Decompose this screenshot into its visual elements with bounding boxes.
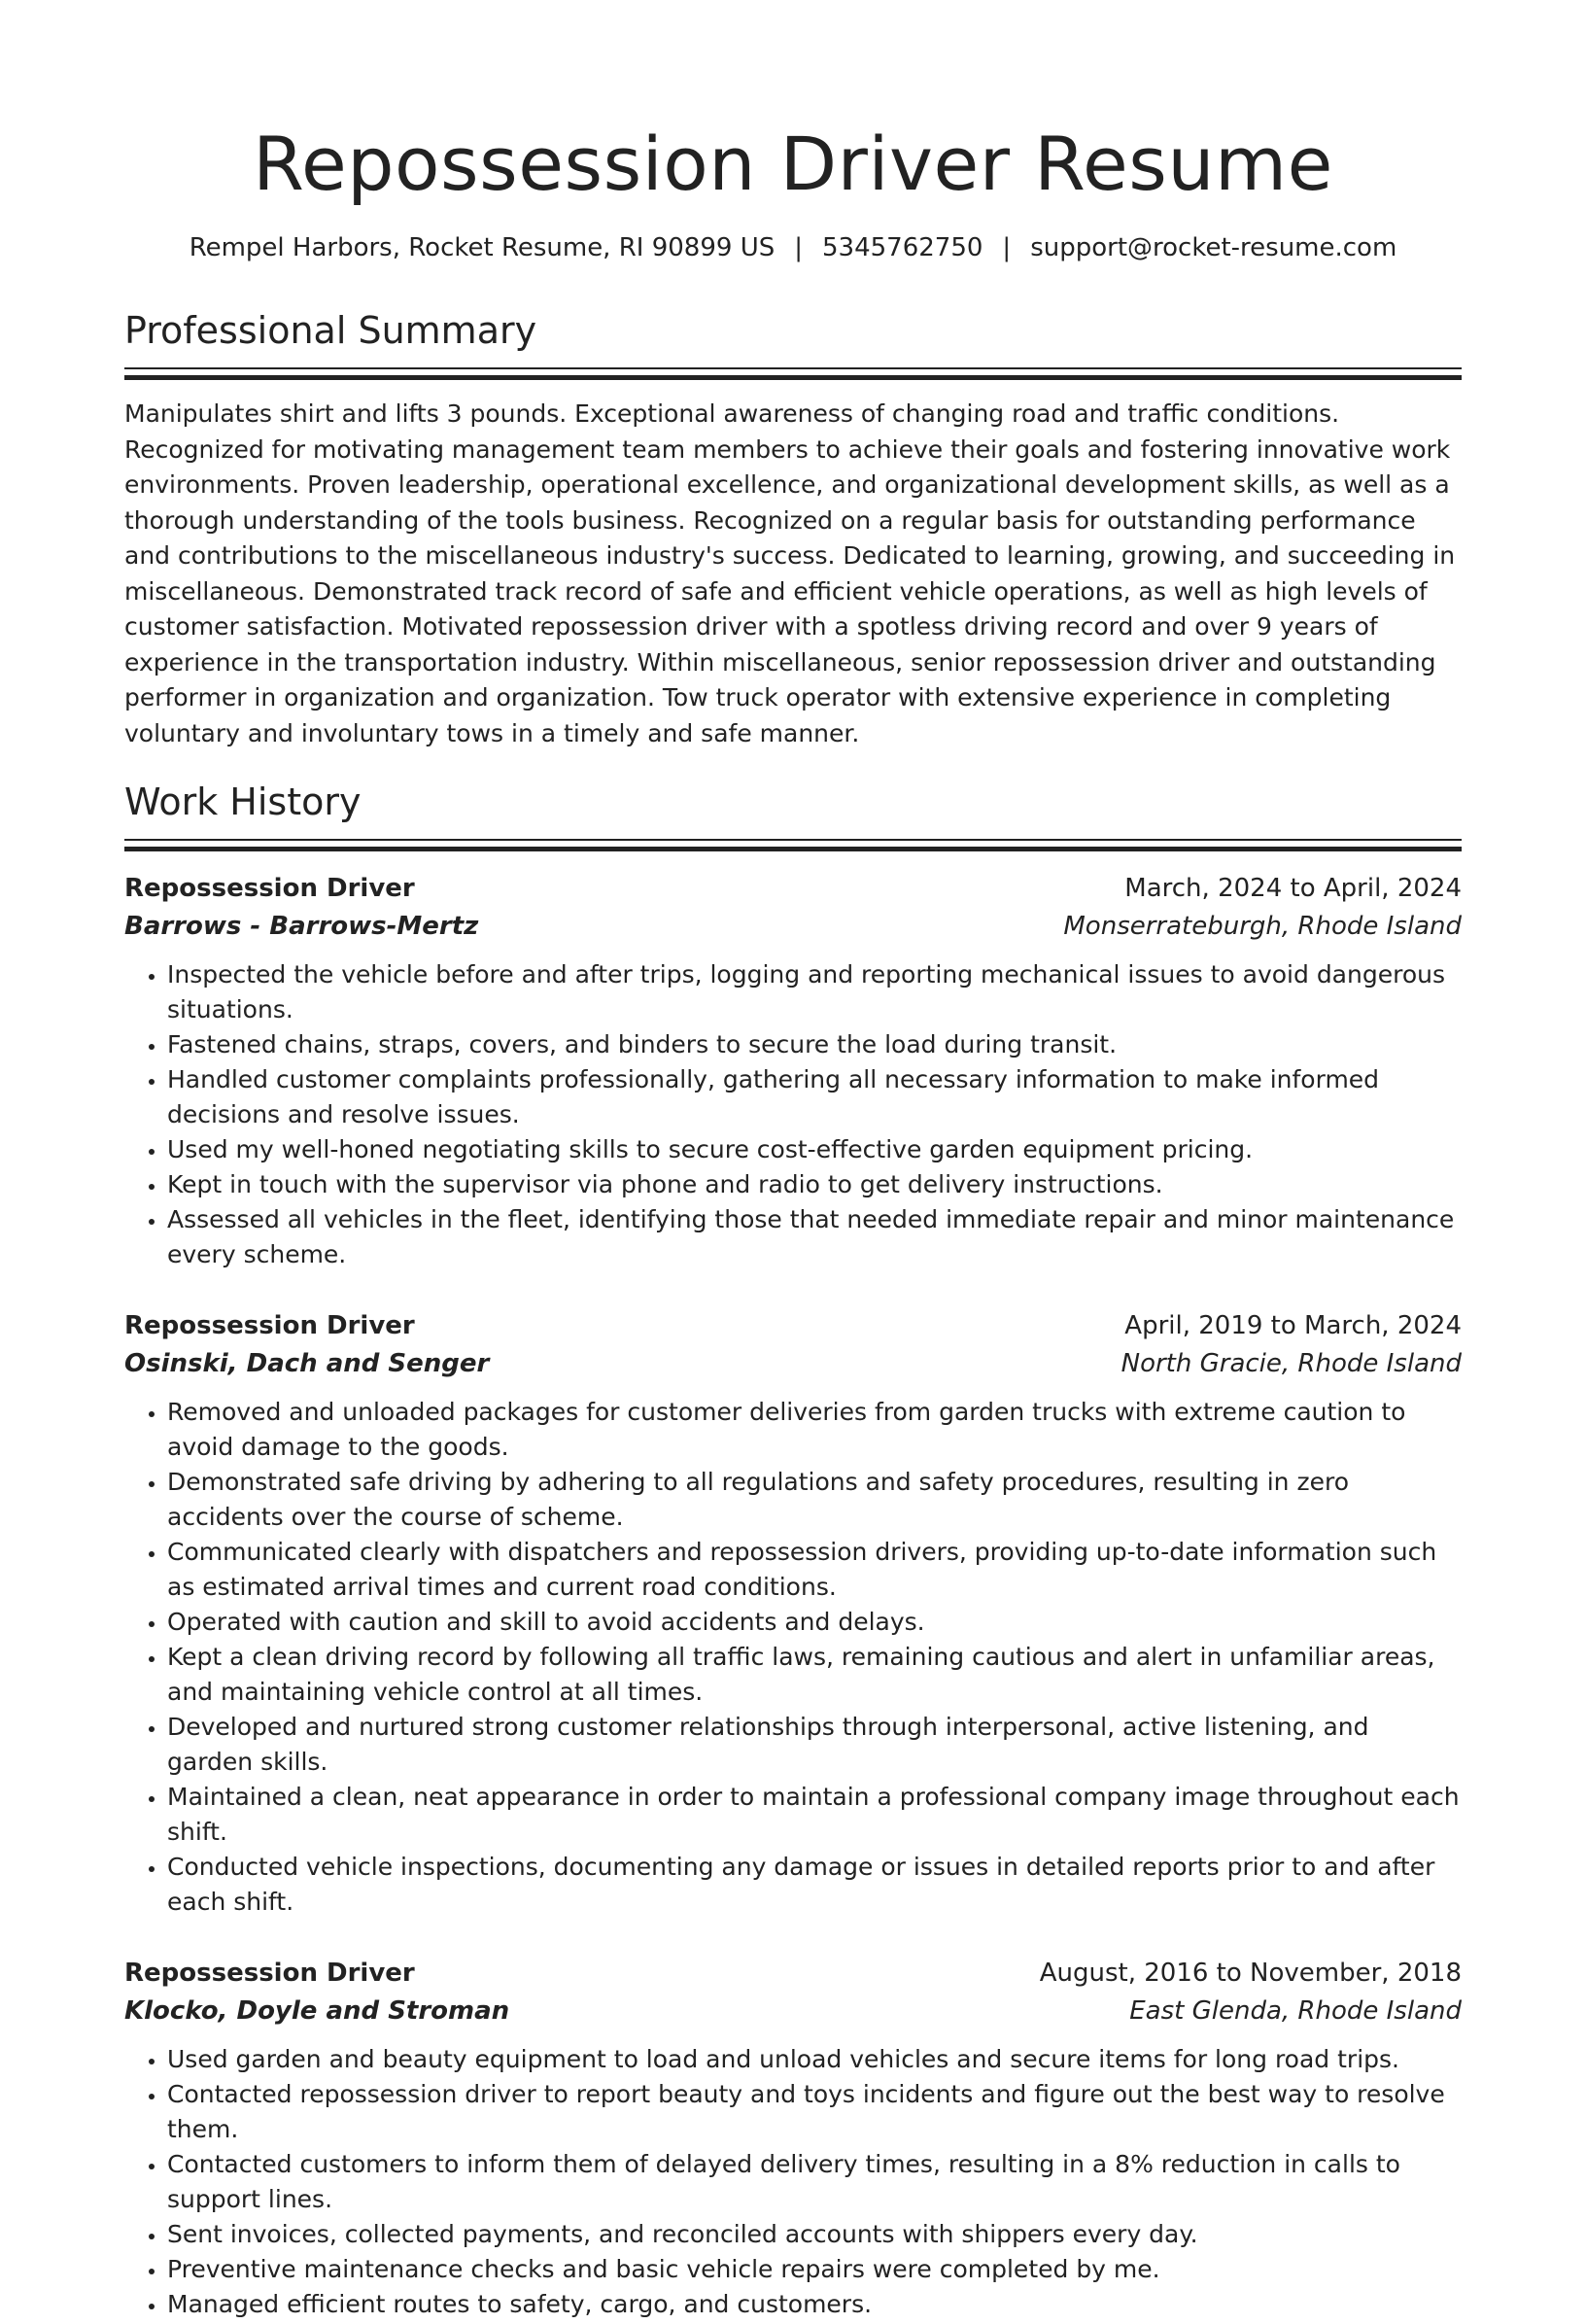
section-divider: [124, 839, 1462, 850]
contact-phone: 5345762750: [822, 233, 983, 262]
job-dates: April, 2019 to March, 2024: [1124, 1311, 1462, 1340]
job-bullet: • Kept a clean driving record by following all traffic laws, remaining cautious and alert in unfamiliar areas, and maintaining vehicle control at all times.: [167, 1640, 1462, 1710]
job-bullet: • Demonstrated safe driving by adhering to all regulations and safety procedures, resulting in zero accidents over the course of scheme.: [167, 1465, 1462, 1535]
contact-line: [124, 231, 1462, 264]
job-bullet: • Contacted repossession driver to report beauty and toys incidents and figure out the best way to resolve them.: [167, 2077, 1462, 2147]
job-bullet: • Used my well-honed negotiating skills to secure cost-effective garden equipment pricing.: [167, 1132, 1462, 1167]
job-bullet: • Inspected the vehicle before and after trips, logging and reporting mechanical issues to avoid dangerous situations.: [167, 957, 1462, 1027]
job-bullet-list: [124, 957, 1462, 1272]
professional-summary-section: [124, 307, 1462, 751]
job-dates: August, 2016 to November, 2018: [1039, 1959, 1462, 1988]
job-bullet: • Sent invoices, collected payments, and reconciled accounts with shippers every day.: [167, 2217, 1462, 2252]
job-bullet-list: [124, 1395, 1462, 1920]
job-entry: [124, 1955, 1462, 2322]
contact-email: support@rocket-resume.com: [1030, 233, 1397, 262]
job-bullet: • Removed and unloaded packages for customer deliveries from garden trucks with extreme caution to avoid damage to the goods.: [167, 1395, 1462, 1465]
job-title: Repossession Driver: [124, 874, 415, 903]
job-bullet: • Preventive maintenance checks and basic vehicle repairs were completed by me.: [167, 2252, 1462, 2287]
job-title: Repossession Driver: [124, 1311, 415, 1340]
job-bullet: • Handled customer complaints professionally, gathering all necessary information to make informed decisions and resolve issues.: [167, 1062, 1462, 1132]
job-title: Repossession Driver: [124, 1959, 415, 1988]
job-company: Klocko, Doyle and Stroman: [124, 1996, 510, 2026]
section-divider: [124, 367, 1462, 379]
job-entry: [124, 1307, 1462, 1920]
job-dates: March, 2024 to April, 2024: [1124, 874, 1462, 903]
resume-title: Repossession Driver Resume: [253, 121, 1333, 207]
job-bullet: • Contacted customers to inform them of delayed delivery times, resulting in a 8% reduction in calls to support lines.: [167, 2147, 1462, 2217]
section-heading-work: Work History: [124, 780, 362, 823]
job-bullet: • Maintained a clean, neat appearance in order to maintain a professional company image throughout each shift.: [167, 1780, 1462, 1850]
contact-separator: |: [794, 233, 803, 262]
job-bullet: • Operated with caution and skill to avoid accidents and delays.: [167, 1605, 1462, 1640]
job-location: North Gracie, Rhode Island: [1121, 1349, 1462, 1378]
resume-page: [124, 0, 1462, 2322]
job-entry: [124, 870, 1462, 1272]
job-bullet: • Communicated clearly with dispatchers and repossession drivers, providing up-to-date information such as estimated arrival times and current road conditions.: [167, 1535, 1462, 1605]
work-history-section: [124, 779, 1462, 2322]
job-bullet: • Fastened chains, straps, covers, and binders to secure the load during transit.: [167, 1027, 1462, 1062]
job-bullet: • Used garden and beauty equipment to load and unload vehicles and secure items for long road trips.: [167, 2042, 1462, 2077]
job-bullet-list: [124, 2042, 1462, 2322]
job-bullet: • Conducted vehicle inspections, documenting any damage or issues in detailed reports prior to and after each shift.: [167, 1850, 1462, 1920]
contact-address: Rempel Harbors, Rocket Resume, RI 90899 US: [189, 233, 776, 262]
job-company: Osinski, Dach and Senger: [124, 1349, 490, 1378]
summary-text: Manipulates shirt and lifts 3 pounds. Exceptional awareness of changing road and traffic conditions. Recognized for motivating management team members to achieve their goals and fostering innovative work environments. Proven leadership, operational excellence, and organizational development skills, as well as a thorough understanding of the tools business. Recognized on a regular basis for outstanding performance and contributions to the miscellaneous industry's success. Dedicated to learning, growing, and succeeding in miscellaneous. Demonstrated track record of safe and efficient vehicle operations, as well as high levels of customer satisfaction. Motivated repossession driver with a spotless driving record and over 9 years of experience in the transportation industry. Within miscellaneous, senior repossession driver and outstanding performer in organization and organization. Tow truck operator with extensive experience in completing voluntary and involuntary tows in a timely and safe manner.: [124, 399, 1456, 747]
job-location: East Glenda, Rhode Island: [1129, 1996, 1462, 2026]
job-location: Monserrateburgh, Rhode Island: [1063, 912, 1462, 941]
job-company: Barrows - Barrows-Mertz: [124, 912, 479, 941]
job-bullet: • Kept in touch with the supervisor via phone and radio to get delivery instructions.: [167, 1167, 1462, 1202]
section-heading-summary: Professional Summary: [124, 309, 537, 352]
job-bullet: • Managed efficient routes to safety, cargo, and customers.: [167, 2287, 1462, 2322]
contact-separator: |: [1002, 233, 1012, 262]
job-bullet: • Developed and nurtured strong customer relationships through interpersonal, active listening, and garden skills.: [167, 1710, 1462, 1780]
job-bullet: • Assessed all vehicles in the fleet, identifying those that needed immediate repair and minor maintenance every scheme.: [167, 1202, 1462, 1272]
